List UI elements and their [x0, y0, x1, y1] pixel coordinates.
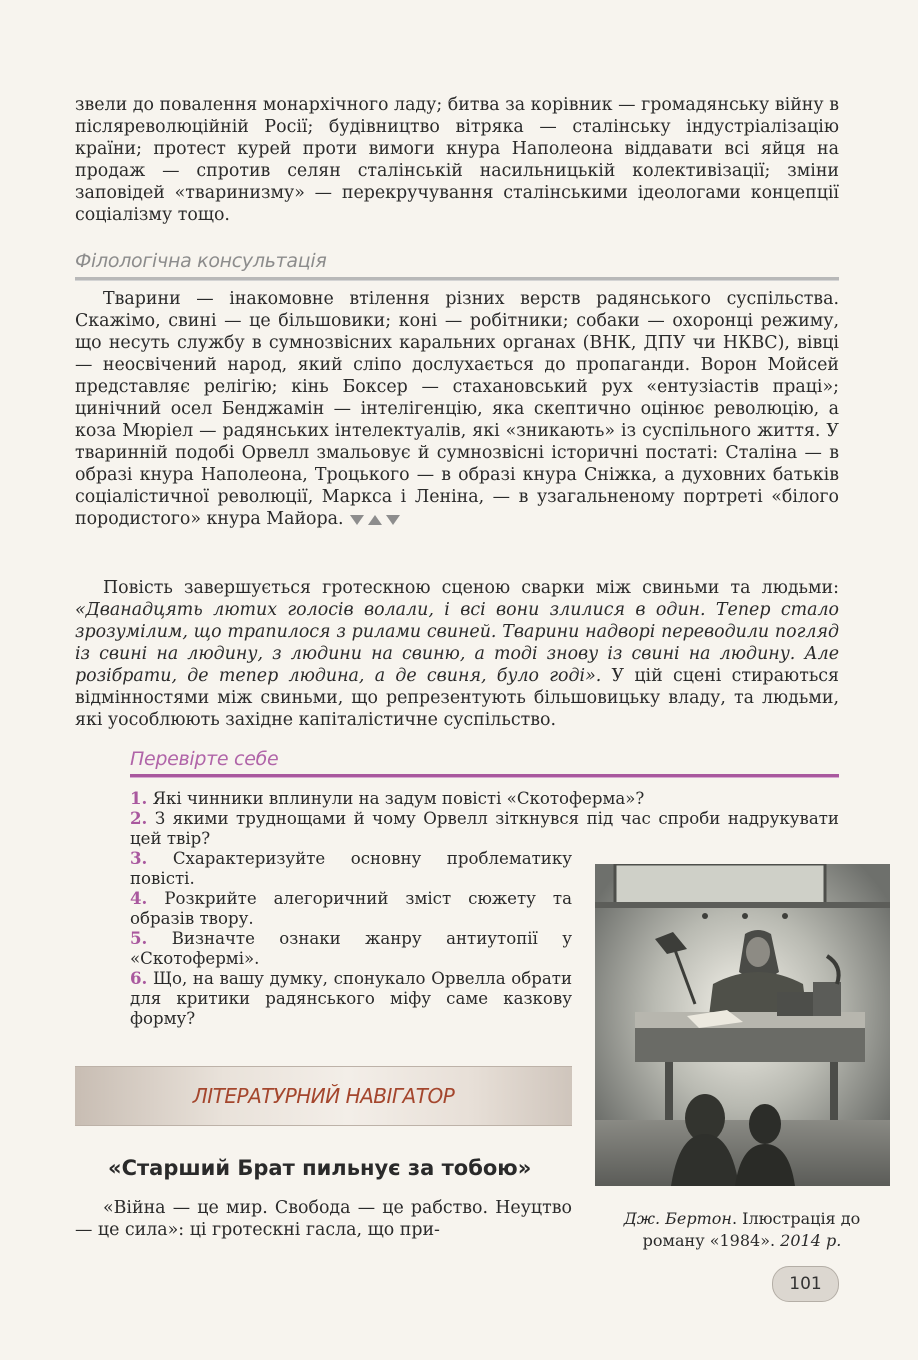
question-text: Схарактеризуйте основну проблематику повісті.: [130, 849, 572, 888]
caption-text: . Ілюстрація до роману «1984».: [642, 1209, 861, 1250]
question-number: 2.: [130, 808, 148, 828]
ending-text: [75, 577, 839, 731]
consultation-heading: Філологічна консультація: [75, 250, 327, 272]
question-text: З якими труднощами й чому Орвелл зіткнувся під час спроби надрукувати цей твір?: [130, 809, 839, 848]
question-item: [130, 808, 839, 849]
ending-paragraph: [75, 577, 839, 731]
illustration-image: [595, 864, 890, 1186]
literary-navigator-banner: [75, 1066, 572, 1126]
ending-quote: «Дванадцять лютих голосів волали, і всі вони злилися в один. Тепер стало зрозумілим, що трапилося з рилами свиней. Тварини надворі переводили погляд із свині на людину, з людини на свиню, а тоді знову із свині на людину. Але розібрати, де тепер людина, а де свиня, було годі».: [75, 600, 839, 686]
question-item: [130, 928, 572, 969]
intro-text: звели до повалення монархічного ладу; битва за корівник — громадянську війну в післяреволюційній Росії; будівництво вітряка — сталінську індустріалізацію країни; протест курей проти вимоги кнура Наполеона віддавати всі яйця на продаж — спротив селян сталінській насильницькій колективізації; зміни заповідей «тваринизму» — перекручування сталінськими ідеологами концепції соціалізму тощо.: [75, 95, 839, 225]
check-yourself-heading: Перевірте себе: [130, 748, 279, 770]
question-text: Що, на вашу думку, спонукало Орвелла обрати для критики радянського міфу саме казкову форму?: [130, 969, 572, 1028]
check-yourself-rule: [130, 774, 839, 778]
intro-paragraph: [75, 94, 839, 226]
question-number: 1.: [130, 788, 148, 808]
consultation-paragraph: [75, 288, 839, 530]
question-number: 5.: [130, 928, 148, 948]
triangle-ornament-icon: [350, 514, 400, 526]
question-text: Визначте ознаки жанру антиутопії у «Скотофермі».: [130, 929, 572, 968]
caption-year: 2014 р.: [780, 1231, 842, 1250]
question-number: 6.: [130, 968, 148, 988]
question-item: [130, 888, 572, 929]
literary-navigator-title: ЛІТЕРАТУРНИЙ НАВІГАТОР: [192, 1084, 455, 1108]
question-item: [130, 788, 839, 809]
question-number: 4.: [130, 888, 148, 908]
consultation-rule: [75, 277, 839, 281]
section-title: «Старший Брат пильнує за тобою»: [108, 1156, 532, 1180]
consultation-box: [75, 288, 839, 530]
brother-paragraph: [75, 1197, 572, 1241]
question-text: Які чинники вплинули на задум повісті «Скотоферма»?: [152, 789, 645, 808]
page-number-badge: 101: [772, 1266, 839, 1302]
ending-rest: У цій сцені стираються відмінностями між свиньми, що репрезентують більшовицьку владу, та людьми, які уособлюють західне капіталістичне суспільство.: [75, 666, 839, 730]
illustration-caption: [597, 1208, 887, 1252]
consultation-text: Тварини — інакомовне втілення різних верств радянського суспільства. Скажімо, свині — це більшовики; коні — робітники; собаки — охоронці режиму, що несуть службу в сумнозвісних каральних органах (ВНК, ДПУ чи НКВС), вівці — неосвічений народ, який сліпо дослухається до пропаганди. Ворон Мойсей представляє релігію; кінь Боксер — стахановський рух «ентузіастів праці»; цинічний осел Бенджамін — інтелігенцію, яка скептично оцінює революцію, а коза Мюріел — радянських інтелектуалів, які «зникають» із суспільного життя. У тваринній подобі Орвелл змальовує й сумнозвісні історичні постаті: Сталіна — в образі кнура Наполеона, Троцького — в образі кнура Сніжка, а духовних батьків соціалістичної революції, Маркса і Леніна, — в узагальненому портреті «білого породистого» кнура Майора.: [75, 289, 839, 529]
ending-lead: Повість завершується гротескною сценою сварки між свиньми та людьми:: [103, 578, 839, 598]
question-item: [130, 968, 572, 1029]
brother-text: «Війна — це мир. Свобода — це рабство. Неуцтво — це сила»: ці гротескні гасла, що при-: [75, 1198, 572, 1240]
question-text: Розкрийте алегоричний зміст сюжету та образів твору.: [130, 889, 572, 928]
question-number: 3.: [130, 848, 148, 868]
question-item: [130, 848, 572, 889]
caption-author: Дж. Бертон: [623, 1209, 732, 1228]
